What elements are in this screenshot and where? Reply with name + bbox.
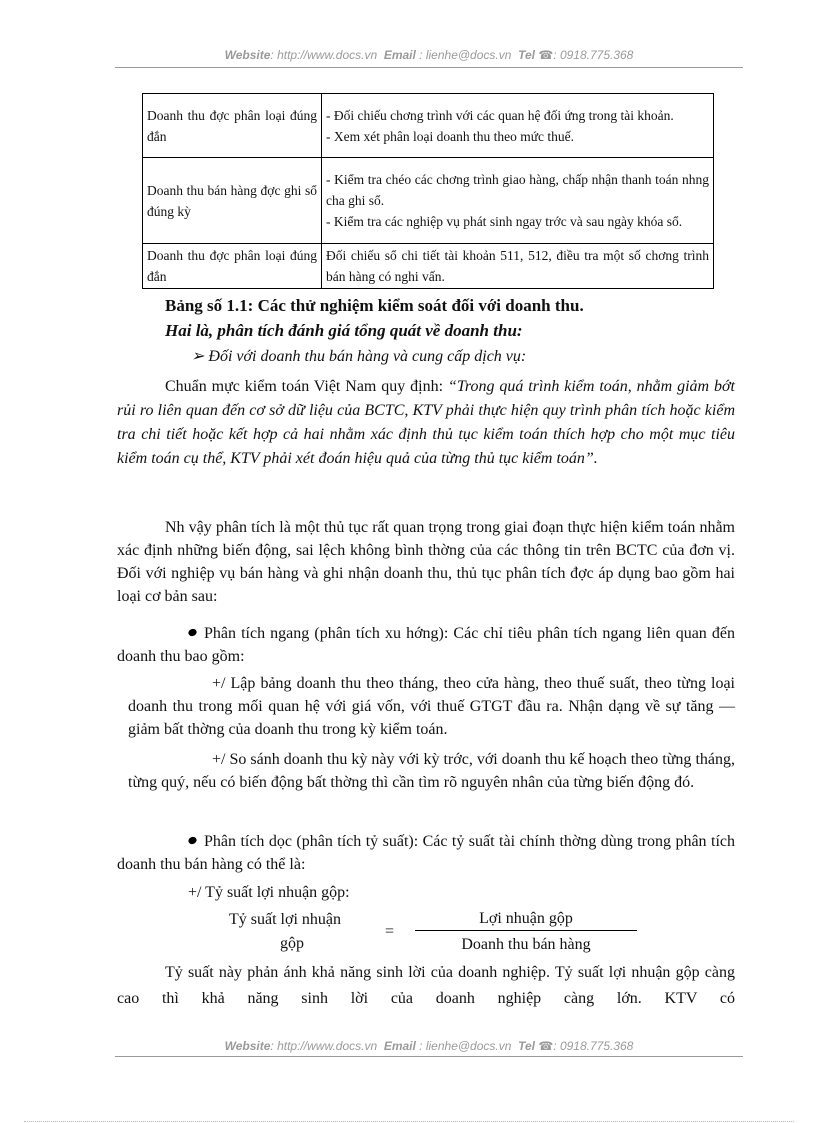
bullet-text: Phân tích ngang (phân tích xu hớng): Các chỉ tiêu phân tích ngang liên quan đến doanh thu bao gồm: <box>117 625 735 665</box>
table-cell-right <box>322 94 714 158</box>
table-cell-line: - Xem xét phân loại doanh thu theo mức thuế. <box>326 128 575 144</box>
bullet-horizontal <box>117 622 735 668</box>
list-item: +/ Tỷ suất lợi nhuận gộp: <box>188 884 350 901</box>
table-cell-right <box>322 158 714 244</box>
formula-denominator: Doanh thu bán hàng <box>461 936 591 953</box>
header-website-value: : http://www.docs.vn <box>270 48 378 62</box>
fraction-bar <box>415 930 637 931</box>
footer-tel-value: : 0918.775.368 <box>553 1039 634 1053</box>
paragraph-standard <box>117 375 735 471</box>
arrow-bullet-icon: ➢ <box>191 348 205 365</box>
subheading <box>191 346 526 368</box>
paragraph-ratio: Tỷ suất này phản ánh khả năng sinh lời của doanh nghiệp. Tỷ suất lợi nhuận gộp càng cao thì khả năng sinh lời của doanh nghiệp càng lớn. KTV có <box>117 964 735 1007</box>
footer-website-label: Website <box>224 1039 271 1053</box>
phone-icon: ☎ <box>538 48 554 62</box>
formula-left-line1: Tỷ suất lợi nhuận <box>229 911 341 928</box>
paragraph-lead: Chuẩn mực kiểm toán Việt Nam quy định: <box>165 378 448 395</box>
footer-email-label: Email <box>383 1039 416 1053</box>
header-email-value: : lienhe@docs.vn <box>419 48 512 62</box>
formula-equals: = <box>385 923 395 940</box>
page-header <box>115 48 743 62</box>
footer-tel-label: Tel <box>518 1039 535 1053</box>
controls-table <box>142 93 714 289</box>
table-cell-right <box>322 244 714 289</box>
table-cell-left: Doanh thu đợc phân loại đúng đắn <box>143 94 322 158</box>
bullet-icon <box>187 628 197 637</box>
header-rule <box>115 67 743 68</box>
list-item: +/ Lập bảng doanh thu theo tháng, theo cửa hàng, theo thuế suất, theo từng loại doanh thu trong mối quan hệ với giá vốn, với thuế GTGT đầu ra. Nhận dạng về sự tăng — giảm bất thờng của doanh thu trong kỳ kiểm toán. <box>128 675 735 738</box>
table-row <box>143 94 714 158</box>
table-cell-line: - Đối chiếu chơng trình với các quan hệ đối ứng trong tài khoản. <box>326 107 674 123</box>
header-website-label: Website <box>224 48 271 62</box>
table-cell-line: Đối chiếu sổ chi tiết tài khoản 511, 512, điều tra một số chơng trình bán hàng có nghi vấn. <box>326 248 709 284</box>
table-row <box>143 158 714 244</box>
header-tel-label: Tel <box>518 48 535 62</box>
table-cell-line: - Kiểm tra các nghiệp vụ phát sinh ngay trớc và sau ngày khóa sổ. <box>326 214 683 229</box>
table-cell-line: - Kiểm tra chéo các chơng trình giao hàng, chấp nhận thanh toán nhng cha ghi sổ. <box>326 172 709 208</box>
phone-icon: ☎ <box>538 1039 554 1053</box>
bullet-icon <box>187 836 197 845</box>
footer-email-value: : lienhe@docs.vn <box>419 1039 512 1053</box>
paragraph-analysis: Nh vậy phân tích là một thủ tục rất quan trọng trong giai đoạn thực hiện kiểm toán nhằm xác định những biến động, sai lệch không bình thờng của các thông tin trên BCTC của đơn vị. Đối với nghiệp vụ bán hàng và ghi nhận doanh thu, thủ tục phân tích đợc áp dụng bao gồm hai loại cơ bản sau: <box>117 519 735 605</box>
bullet-vertical <box>117 830 735 876</box>
table-cell-left: Doanh thu đợc phân loại đúng đắn <box>143 244 322 289</box>
subheading-text: Đối với doanh thu bán hàng và cung cấp dịch vụ: <box>208 348 527 365</box>
header-email-label: Email <box>383 48 416 62</box>
footer-rule <box>115 1056 743 1057</box>
table-row <box>143 244 714 289</box>
section-heading: Hai là, phân tích đánh giá tổng quát về doanh thu: <box>165 321 523 340</box>
page-edge-divider <box>24 1121 794 1122</box>
list-item: +/ So sánh doanh thu kỳ này với kỳ trớc, với doanh thu kế hoạch theo từng tháng, từng quý, nếu có biến động bất thờng thì cần tìm rõ nguyên nhân của từng biến động đó. <box>128 751 735 791</box>
page-footer <box>115 1039 743 1053</box>
header-tel-value: : 0918.775.368 <box>553 48 634 62</box>
footer-website-value: : http://www.docs.vn <box>270 1039 378 1053</box>
bullet-text: Phân tích dọc (phân tích tỷ suất): Các tỷ suất tài chính thờng dùng trong phân tích doanh thu bán hàng có thể là: <box>117 833 735 873</box>
table-caption: Bảng số 1.1: Các thử nghiệm kiểm soát đối với doanh thu. <box>165 296 584 315</box>
formula-left-line2: gộp <box>280 935 304 952</box>
standard-quote: “Trong quá trình kiểm toán, nhằm giảm bớt rủi ro liên quan đến cơ sở dữ liệu của BCTC, KTV phải thực hiện quy trình phân tích hoặc kiểm tra chi tiết hoặc kết hợp cả hai nhằm xác định thủ tục kiểm toán thích hợp cho một mục tiêu kiểm toán cụ thể, KTV phải xét đoán hiệu quả của từng thủ tục kiểm toán”. <box>117 378 735 467</box>
formula-numerator: Lợi nhuận gộp <box>479 910 573 927</box>
table-cell-left: Doanh thu bán hàng đợc ghi sổ đúng kỳ <box>143 158 322 244</box>
